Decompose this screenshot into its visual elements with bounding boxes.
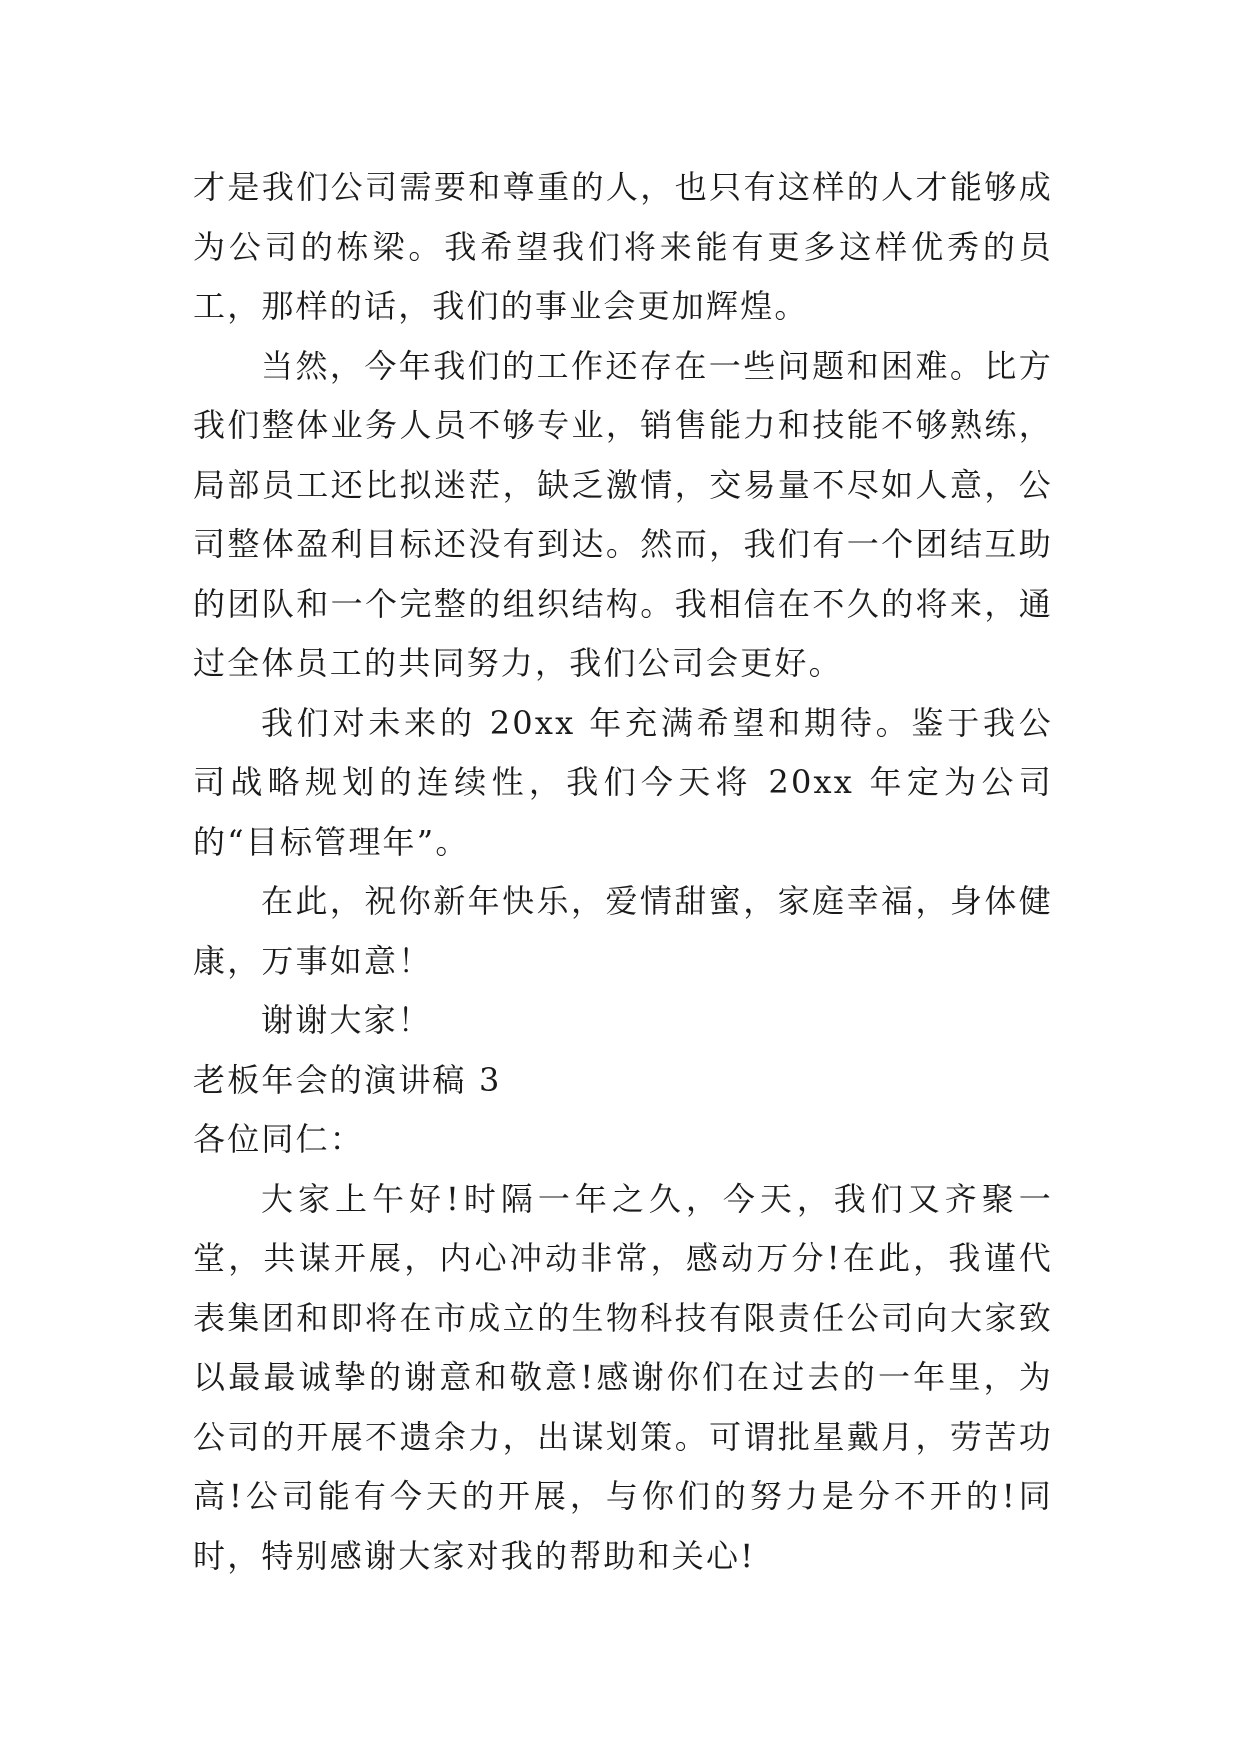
document-body bbox=[193, 158, 1053, 1586]
paragraph-thanks: 谢谢大家！ bbox=[261, 1001, 433, 1039]
section-heading: 老板年会的演讲稿 3 bbox=[193, 1060, 502, 1099]
paragraph-future: 我们对未来的 20xx 年充满希望和期待。鉴于我公司战略规划的连续性，我们今天将 20xx 年定为公司的“目标管理年”。 bbox=[193, 703, 1053, 861]
paragraph-problems: 当然，今年我们的工作还存在一些问题和困难。比方我们整体业务人员不够专业，销售能力和技能不够熟练，局部员工还比拟迷茫，缺乏激情，交易量不尽如人意，公司整体盈利目标还没有到达。然而，我们有一个团结互助的团队和一个完整的组织结构。我相信在不久的将来，通过全体员工的共同努力，我们公司会更好。 bbox=[193, 346, 1053, 682]
paragraph-speech-opening: 大家上午好!时隔一年之久，今天，我们又齐聚一堂，共谋开展，内心冲动非常，感动万分!在此，我谨代表集团和即将在市成立的生物科技有限责任公司向大家致以最最诚挚的谢意和敬意!感谢你们在过去的一年里，为公司的开展不遗余力，出谋划策。可谓批星戴月，劳苦功高!公司能有今天的开展，与你们的努力是分不开的!同时，特别感谢大家对我的帮助和关心! bbox=[193, 1179, 1053, 1575]
paragraph-continuation: 才是我们公司需要和尊重的人，也只有这样的人才能够成为公司的栋梁。我希望我们将来能有更多这样优秀的员工，那样的话，我们的事业会更加辉煌。 bbox=[193, 168, 1053, 325]
paragraph-wishes: 在此，祝你新年快乐，爱情甜蜜，家庭幸福，身体健康，万事如意！ bbox=[193, 882, 1053, 980]
salutation: 各位同仁： bbox=[193, 1120, 365, 1158]
